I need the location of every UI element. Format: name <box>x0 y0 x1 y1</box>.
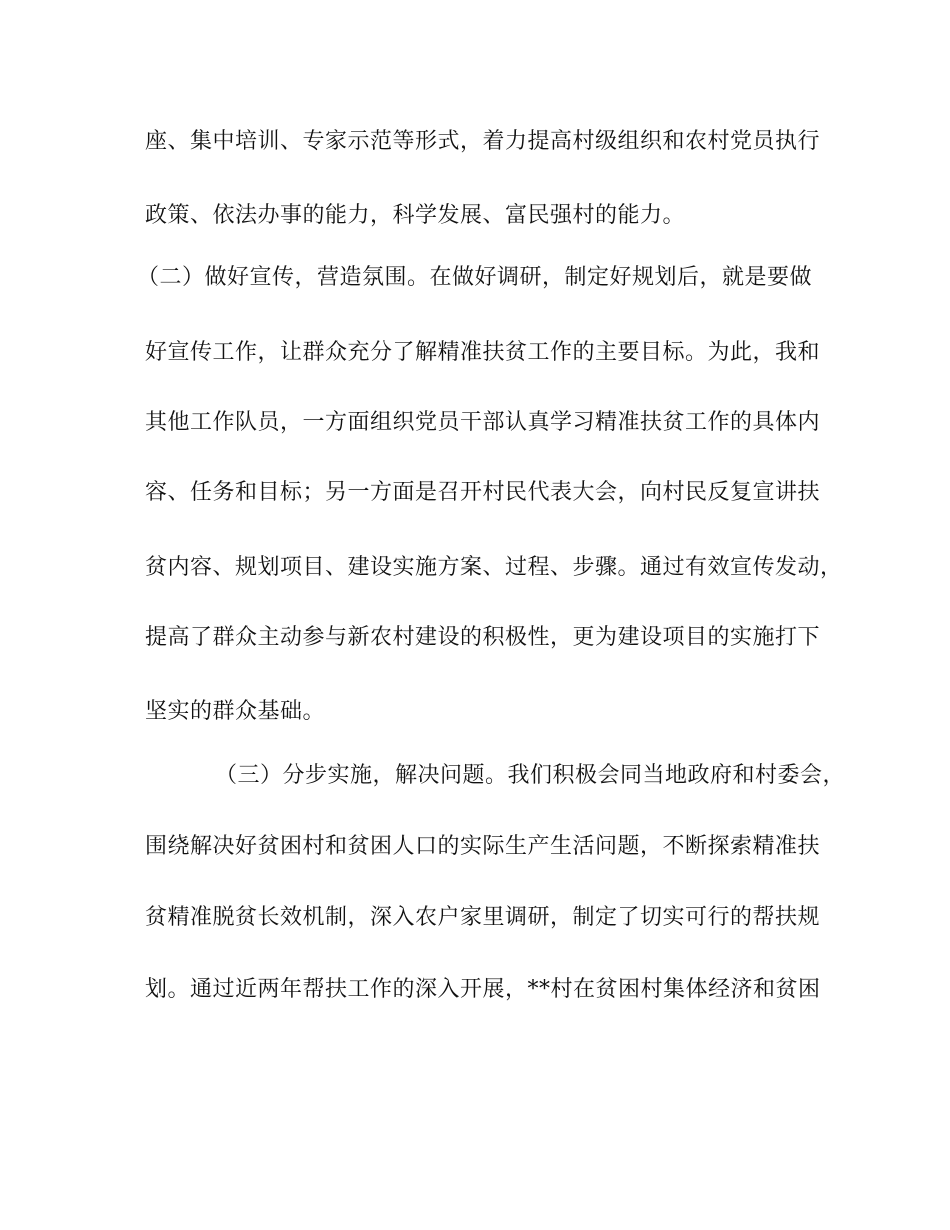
section-heading-line: （三）分步实施，解决问题。我们积极会同当地政府和村委会， <box>215 763 846 788</box>
text-line: 坚实的群众基础。 <box>145 699 326 724</box>
section-heading-line: （二）做好宣传，营造氛围。在做好调研，制定好规划后，就是要做 <box>137 265 813 290</box>
text-line: 提高了群众主动参与新农村建设的积极性，更为建设项目的实施打下 <box>145 625 821 650</box>
text-line: 政策、依法办事的能力，科学发展、富民强村的能力。 <box>145 203 686 228</box>
text-line: 其他工作队员，一方面组织党员干部认真学习精准扶贫工作的具体内 <box>145 410 821 435</box>
text-line: 好宣传工作，让群众充分了解精准扶贫工作的主要目标。为此，我和 <box>145 340 821 365</box>
text-line: 贫内容、规划项目、建设实施方案、过程、步骤。通过有效宣传发动， <box>145 555 843 580</box>
text-line: 划。通过近两年帮扶工作的深入开展，**村在贫困村集体经济和贫困 <box>145 977 821 1002</box>
text-line: 座、集中培训、专家示范等形式，着力提高村级组织和农村党员执行 <box>145 129 821 154</box>
text-line: 贫精准脱贫长效机制，深入农户家里调研，制定了切实可行的帮扶规 <box>145 905 821 930</box>
text-line: 围绕解决好贫困村和贫困人口的实际生产生活问题，不断探索精准扶 <box>145 834 821 859</box>
text-line: 容、任务和目标；另一方面是召开村民代表大会，向村民反复宣讲扶 <box>145 480 821 505</box>
